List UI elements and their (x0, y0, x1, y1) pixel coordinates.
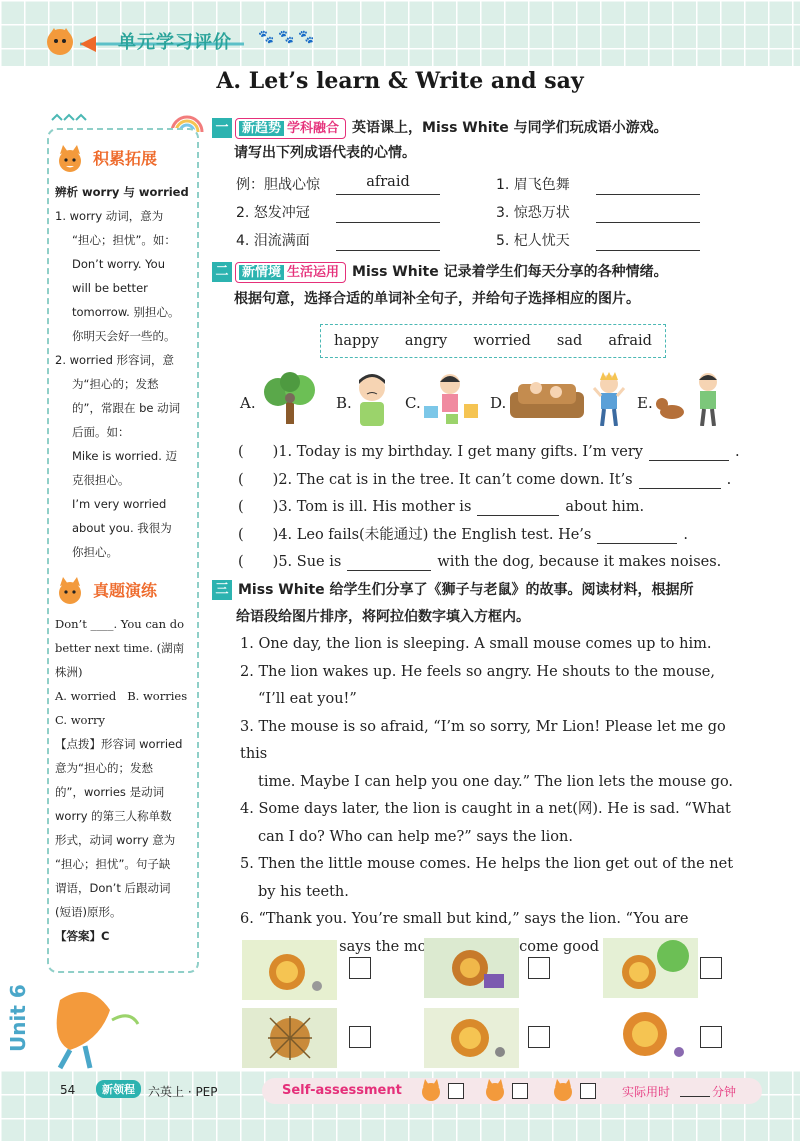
sentence-row (238, 550, 721, 571)
story-line: 3. The mouse is so afraid, “I’m so sorry, Mr Lion! Please let me go this (240, 718, 726, 762)
section-1-instruction-2: 请写出下列成语代表的心情。 (234, 145, 416, 161)
p1-line: will be better (72, 281, 148, 295)
tag-interdisciplinary: 学科融合 (287, 121, 340, 136)
fox-rating-icon (418, 1078, 444, 1102)
sidebar-exam-tip (55, 732, 191, 924)
section-3-instruction: Miss White 给学生们分享了《狮子与老鼠》的故事。阅读材料，根据所 (238, 582, 694, 598)
story-line: “I’ll eat you!” (258, 691, 357, 707)
word-bank (320, 324, 666, 358)
idiom-5: 5. 杞人忧天 (496, 233, 570, 249)
brand-badge: 新领程 (96, 1080, 141, 1098)
section-1-tag (235, 118, 346, 139)
fox-icon (55, 144, 85, 174)
order-box-6[interactable] (700, 1026, 722, 1048)
sidebar-heading-exam-text: 真题演练 (93, 581, 158, 600)
pic-label-e: E. (637, 394, 653, 412)
sentence-blank[interactable] (597, 527, 677, 544)
idiom-2-blank[interactable] (336, 202, 440, 223)
sentence-text: ( )1. Today is my birthday. I get many gifts. I’m very (238, 444, 643, 460)
story-line: 2. The lion wakes up. He feels so angry. He shouts to the mouse, (240, 663, 715, 680)
cat-in-tree-picture (256, 372, 322, 424)
sidebar-exam-question (55, 612, 191, 684)
story-line: 5. Then the little mouse comes. He helps the lion get out of the net (240, 856, 734, 872)
rating-box-2[interactable] (512, 1083, 528, 1099)
tag-trend: 新趋势 (239, 121, 284, 136)
sentence-blank[interactable] (639, 472, 721, 489)
p1-line: “担心；担忧”。如： (72, 233, 176, 247)
sentence-row (238, 495, 644, 516)
scene-angry-lion-picture (242, 940, 337, 1000)
tip-line: 【点拨】形容词 worried (55, 737, 183, 751)
q-line: 株洲) (55, 665, 83, 679)
sentence-blank[interactable] (649, 444, 729, 461)
scene-mouse-helps-lion-picture (424, 1008, 519, 1068)
idiom-5-blank[interactable] (596, 230, 700, 251)
pic-label-c: C. (405, 394, 421, 412)
sidebar-subheading: 辨析 worry 与 worried (55, 185, 189, 199)
book-info: 六英上 · PEP (148, 1085, 218, 1099)
idiom-3: 3. 惊恐万状 (496, 205, 570, 221)
page-number: 54 (60, 1083, 76, 1097)
story-line: can I do? Who can help me?” says the lion. (258, 828, 573, 845)
sidebar-heading-accumulate (55, 138, 191, 180)
rating-box-1[interactable] (448, 1083, 464, 1099)
sidebar-exam-options (55, 684, 191, 732)
section-2-tag (235, 262, 346, 283)
fox-mascot-icon (30, 980, 140, 1070)
sentence-row (238, 468, 731, 489)
tip-line: “担心；担忧”。句子缺 (55, 857, 171, 871)
scene-lion-mouse-forest-picture (424, 938, 519, 998)
sentence-text: ( )5. Sue is (238, 554, 342, 570)
tip-line: worry 的第三人称单数 (55, 809, 172, 823)
sentence-row (238, 523, 688, 544)
q-line: Don’t ____. You can do (55, 617, 185, 631)
idiom-1-blank[interactable] (596, 174, 700, 195)
section-2 (212, 260, 762, 308)
fox-rating-icon (482, 1078, 508, 1102)
p1-line: Don’t worry. You (72, 257, 165, 271)
happy-girl-gifts-picture (420, 370, 482, 426)
sentence-blank[interactable] (347, 554, 431, 571)
idiom-example-answer: afraid (336, 174, 440, 195)
birds-icon (50, 112, 90, 126)
sidebar-heading-exam (55, 570, 191, 612)
section-3-number: 三 (212, 580, 232, 600)
idiom-example: 例：胆战心惊 (236, 177, 320, 193)
order-box-5[interactable] (528, 1026, 550, 1048)
sentence-blank[interactable] (477, 499, 559, 516)
tag-context: 新情境 (239, 265, 284, 280)
mother-son-sofa-picture (508, 378, 586, 422)
rating-box-3[interactable] (580, 1083, 596, 1099)
pic-label-d: D. (490, 394, 507, 412)
page-title: A. Let’s learn & Write and say (216, 68, 584, 94)
pic-label-a: A. (240, 394, 256, 412)
p1-line: 你明天会好一些的。 (72, 329, 176, 343)
p1-line: 1. worry 动词，意为 (55, 209, 164, 223)
story-line: 4. Some days later, the lion is caught in a net(网). He is sad. “What (240, 801, 731, 817)
q-line: better next time. (湖南 (55, 641, 185, 655)
idiom-3-blank[interactable] (596, 202, 700, 223)
word-afraid: afraid (608, 333, 652, 349)
tip-line: 谓语，Don’t 后跟动词 (55, 881, 171, 895)
option-a: A. worried (55, 689, 117, 703)
sentence-text-end: . (734, 444, 740, 460)
idiom-4: 4. 泪流满面 (236, 233, 310, 249)
story-line: time. Maybe I can help you one day.” The lion lets the mouse go. (258, 773, 734, 790)
self-assessment-label: Self-assessment (282, 1083, 402, 1098)
idiom-4-blank[interactable] (336, 230, 440, 251)
p2-line: about you. 我很为 (72, 521, 172, 535)
section-2-instruction-2: 根据句意，选择合适的单词补全句子，并给句子选择相应的图片。 (234, 291, 640, 307)
order-box-1[interactable] (349, 957, 371, 979)
option-b: B. worries (127, 689, 188, 703)
p2-line: Mike is worried. 迈 (72, 449, 178, 463)
tag-life: 生活运用 (287, 265, 340, 280)
angry-boy-picture (592, 372, 626, 426)
sentence-text: ( )3. Tom is ill. His mother is (238, 499, 472, 515)
time-unit: 分钟 (712, 1085, 737, 1099)
story-line: says the become good (339, 938, 599, 955)
section-1-number: 一 (212, 118, 232, 138)
order-box-3[interactable] (700, 957, 722, 979)
sad-boy-picture (350, 370, 394, 426)
header-banner-title: 单元学习评价 (118, 32, 232, 53)
section-2-number: 二 (212, 262, 232, 282)
sidebar-heading-accumulate-text: 积累拓展 (93, 149, 158, 168)
section-2-instruction: Miss White 记录着学生们每天分享的各种情绪。 (352, 264, 668, 280)
story-line: 1. One day, the lion is sleeping. A small mouse comes up to him. (240, 636, 712, 652)
order-box-4[interactable] (349, 1026, 371, 1048)
p2-line: 2. worried 形容词，意 (55, 353, 175, 367)
unit-label: Unit 6 (6, 984, 30, 1052)
section-1 (212, 116, 762, 162)
p2-line: 后面。如： (72, 425, 130, 439)
time-blank[interactable] (680, 1096, 710, 1097)
fox-icon (55, 576, 85, 606)
lion-mouse-story (240, 631, 752, 961)
paw-prints-icon: 🐾🐾🐾 (258, 30, 319, 45)
scene-lion-mouse-friends-picture (603, 938, 698, 998)
tip-line: 意为“担心的；发愁 (55, 761, 153, 775)
option-c: C. worry (55, 713, 105, 727)
story-line: by his teeth. (258, 883, 349, 900)
p2-line: 克很担心。 (72, 473, 130, 487)
p1-line: tomorrow. 别担心。 (72, 305, 180, 319)
girl-and-dog-picture (656, 370, 722, 426)
sentence-text-end: . (726, 471, 732, 488)
idiom-2: 2. 怒发冲冠 (236, 205, 310, 221)
p2-line: I’m very worried (72, 497, 167, 511)
p2-line: 为“担心的；发愁 (72, 377, 159, 391)
sidebar-note-worried (55, 348, 191, 564)
word-happy: happy (334, 333, 379, 349)
p2-line: 的”，常跟在 be 动词 (72, 401, 181, 415)
pic-label-b: B. (336, 394, 352, 412)
word-angry: angry (404, 333, 448, 349)
scene-lion-in-net-picture (242, 1008, 337, 1068)
fox-rating-icon (550, 1078, 576, 1102)
word-sad: sad (556, 333, 583, 349)
p2-line: 你担心。 (72, 545, 118, 559)
idiom-1: 1. 眉飞色舞 (496, 177, 570, 193)
sentence-text: ( )2. The cat is in the tree. It can’t come down. It’s (238, 471, 633, 488)
word-worried: worried (473, 333, 531, 349)
tip-line: (短语)原形。 (55, 905, 122, 919)
sentence-text-end: about him. (565, 499, 645, 515)
sentence-row (238, 440, 740, 461)
sentence-text-end: with the dog, because it makes noises. (437, 554, 722, 570)
section-3-instruction-2: 给语段给图片排序，将阿拉伯数字填入方框内。 (236, 609, 530, 625)
sidebar-exam-answer: 【答案】C (55, 929, 110, 943)
scene-sleeping-lion-picture (603, 1004, 698, 1064)
section-1-instruction: 英语课上，Miss White 与同学们玩成语小游戏。 (352, 120, 668, 136)
story-line: 6. “Thank you. You’re small but kind,” says the lion. “You are (240, 911, 689, 927)
sidebar-tips-panel (47, 128, 199, 973)
order-box-2[interactable] (528, 957, 550, 979)
time-label: 实际用时 (622, 1085, 671, 1099)
tip-line: 形式，动词 worry 意为 (55, 833, 176, 847)
tip-line: 的”，worries 是动词 (55, 785, 165, 799)
sidebar-note-worry (55, 204, 191, 348)
section-3 (212, 578, 762, 626)
sentence-text-end: . (683, 526, 688, 543)
sentence-text: ( )4. Leo fails(未能通过) the English test. He’s (238, 526, 592, 543)
